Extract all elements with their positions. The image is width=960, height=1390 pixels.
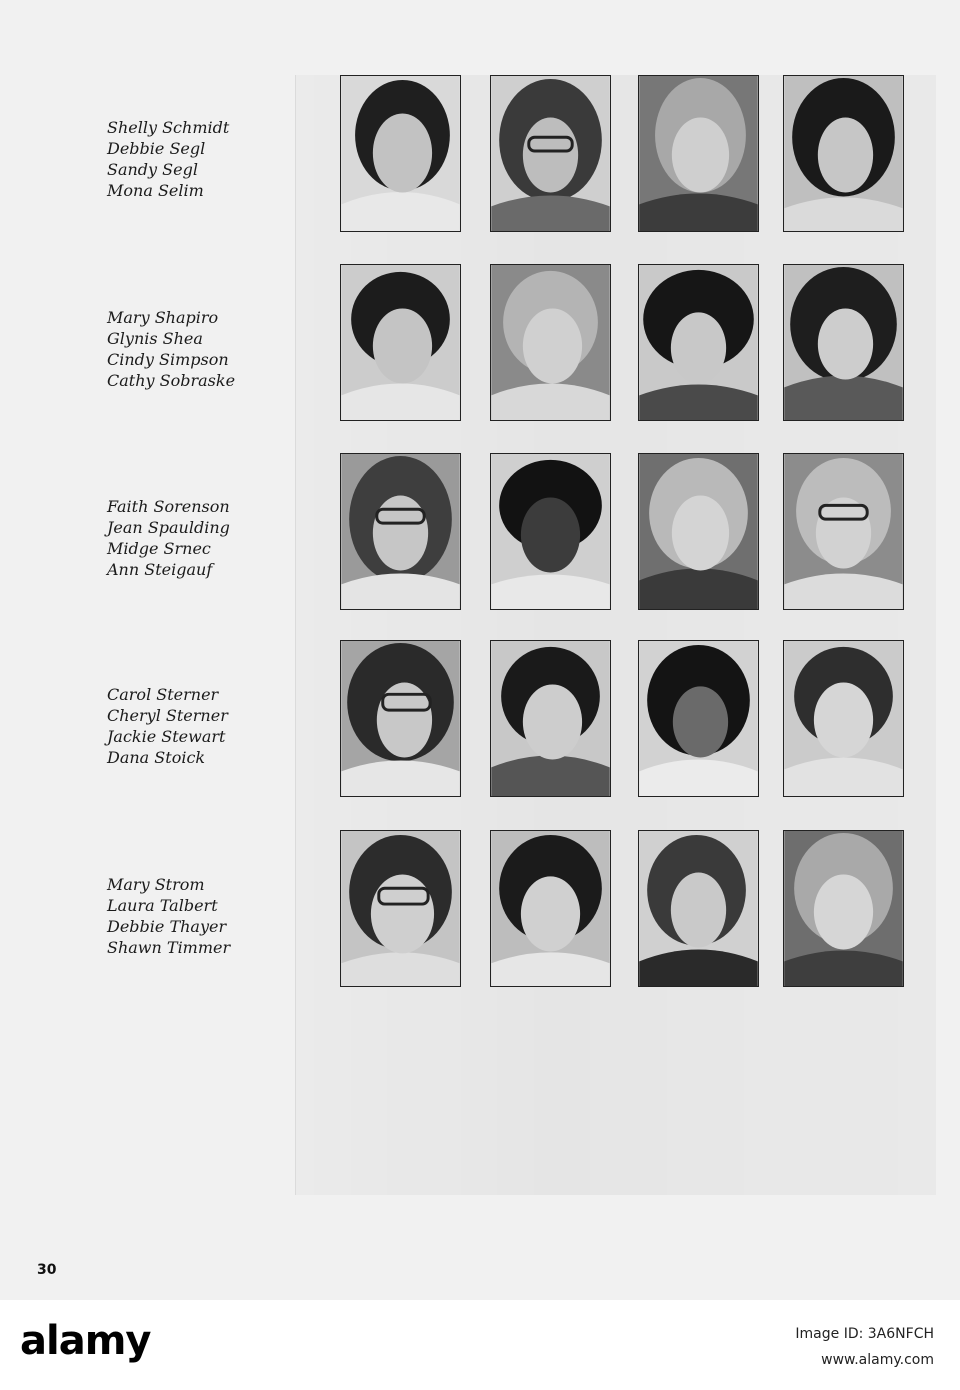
student-name: Cheryl Sterner <box>107 706 228 725</box>
student-name: Midge Srnec <box>107 539 211 558</box>
student-name: Dana Stoick <box>107 748 206 767</box>
student-photo[interactable] <box>490 830 611 987</box>
student-name: Carol Sterner <box>107 685 219 704</box>
student-photo[interactable] <box>638 264 759 421</box>
student-row <box>0 75 960 235</box>
student-photo[interactable] <box>340 830 461 987</box>
student-name: Mona Selim <box>107 181 204 200</box>
student-photo[interactable] <box>490 75 611 232</box>
student-name: Mary Strom <box>107 875 205 894</box>
student-photo[interactable] <box>340 264 461 421</box>
student-name: Shawn Timmer <box>107 938 231 957</box>
student-name: Debbie Segl <box>107 139 206 158</box>
student-row <box>0 453 960 613</box>
brand-logo: alamy <box>20 1318 151 1364</box>
name-list <box>107 307 235 391</box>
student-photo[interactable] <box>783 453 904 610</box>
student-name: Sandy Segl <box>107 160 198 179</box>
bleed-through <box>295 75 936 1195</box>
student-photo[interactable] <box>340 453 461 610</box>
student-photo[interactable] <box>340 75 461 232</box>
student-photo[interactable] <box>638 453 759 610</box>
student-row <box>0 640 960 800</box>
student-photo[interactable] <box>783 640 904 797</box>
student-name: Cathy Sobraske <box>107 371 236 390</box>
student-name: Mary Shapiro <box>107 308 219 327</box>
name-list <box>107 874 230 958</box>
page-number: 30 <box>37 1262 57 1278</box>
name-list <box>107 117 229 201</box>
student-name: Jean Spaulding <box>107 518 230 537</box>
student-name: Cindy Simpson <box>107 350 229 369</box>
student-photo[interactable] <box>638 640 759 797</box>
student-photo[interactable] <box>783 830 904 987</box>
student-name: Laura Talbert <box>107 896 218 915</box>
name-list <box>107 684 228 768</box>
student-photo[interactable] <box>783 264 904 421</box>
student-row <box>0 264 960 424</box>
student-name: Shelly Schmidt <box>107 118 230 137</box>
student-photo[interactable] <box>783 75 904 232</box>
student-photo[interactable] <box>638 75 759 232</box>
student-photo[interactable] <box>490 640 611 797</box>
name-list <box>107 496 230 580</box>
student-row <box>0 830 960 990</box>
student-name: Faith Sorenson <box>107 497 230 516</box>
student-photo[interactable] <box>340 640 461 797</box>
student-photo[interactable] <box>490 264 611 421</box>
student-name: Glynis Shea <box>107 329 203 348</box>
student-photo[interactable] <box>490 453 611 610</box>
image-id: Image ID: 3A6NFCH <box>795 1326 934 1342</box>
student-name: Debbie Thayer <box>107 917 227 936</box>
site-url[interactable]: www.alamy.com <box>821 1352 934 1368</box>
student-name: Ann Steigauf <box>107 560 213 579</box>
student-name: Jackie Stewart <box>107 727 226 746</box>
student-photo[interactable] <box>638 830 759 987</box>
